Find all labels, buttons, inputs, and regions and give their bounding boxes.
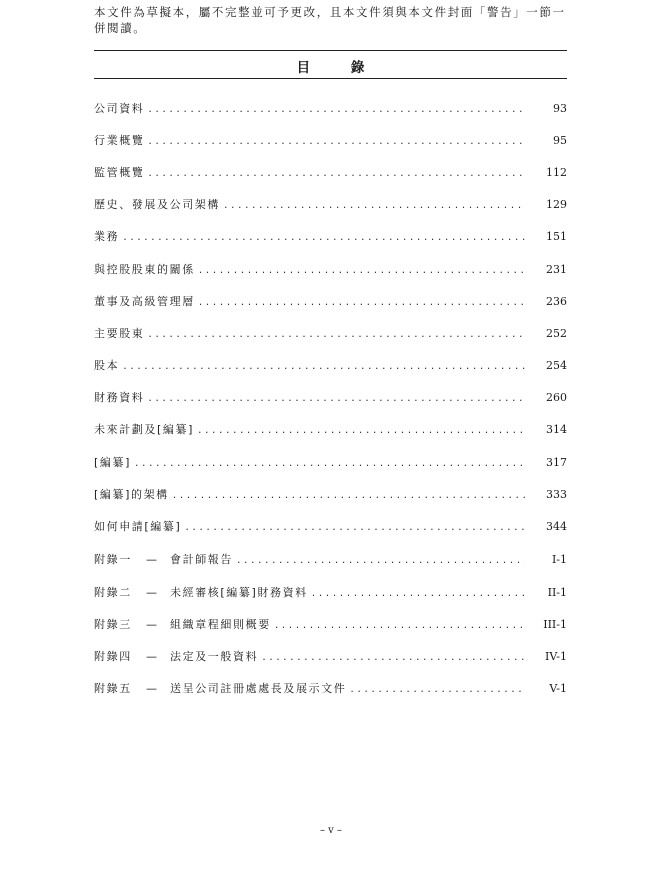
appendix-number: 附錄五 <box>94 682 132 695</box>
dot-leader <box>148 164 525 182</box>
appendix-page: V-1 <box>549 682 567 695</box>
appendix-number: 附錄三 <box>94 618 132 631</box>
dot-leader <box>173 486 525 504</box>
appendix-dash: — <box>146 682 157 695</box>
toc-entry-page: 344 <box>546 520 567 533</box>
toc-entry-page: 95 <box>553 134 567 147</box>
toc-entry-label: 主要股東 <box>94 327 145 340</box>
toc-entry-page: 231 <box>546 263 567 276</box>
toc-entry-label: 業務 <box>94 230 120 243</box>
toc-entry[interactable] <box>94 389 567 407</box>
toc-entry-page: 317 <box>546 456 567 469</box>
appendix-page: II-1 <box>547 586 567 599</box>
toc-entry[interactable] <box>94 132 567 150</box>
dot-leader <box>262 648 525 666</box>
appendix-label: 會計師報告 <box>170 553 233 566</box>
toc-entry[interactable] <box>94 486 567 504</box>
toc-entry-label: [編纂] <box>94 456 131 469</box>
toc-entry-label: 未來計劃及[編纂] <box>94 423 194 436</box>
appendix-dash: — <box>146 553 157 566</box>
appendix-label: 組織章程細則概要 <box>170 618 271 631</box>
toc-entry-page: 252 <box>546 327 567 340</box>
toc-entry-page: 112 <box>546 166 567 179</box>
toc-entry-page: 93 <box>553 102 567 115</box>
page-title: 目 錄 <box>296 60 383 76</box>
dot-leader <box>198 421 525 439</box>
dot-leader <box>148 389 525 407</box>
dot-leader <box>148 100 525 118</box>
toc-entry-label: 如何申請[編纂] <box>94 520 182 533</box>
toc-entry-page: 254 <box>546 359 567 372</box>
appendix-number: 附錄二 <box>94 586 132 599</box>
toc-entry-page: 314 <box>546 423 567 436</box>
toc-entry[interactable] <box>94 100 567 118</box>
toc-entry-label: 董事及高級管理層 <box>94 295 195 308</box>
appendix-label: 法定及一般資料 <box>170 650 259 663</box>
dot-leader <box>148 132 525 150</box>
appendix-page: IV-1 <box>545 650 567 663</box>
draft-warning: 本文件為草擬本，屬不完整並可予更改，且本文件須與本文件封面「警告」一節一 併閱讀。 <box>94 5 566 35</box>
appendix-entry[interactable] <box>94 648 567 666</box>
toc-entry-label: 股本 <box>94 359 120 372</box>
toc-entry-label: 行業概覽 <box>94 134 145 147</box>
page-footer-number: – v – <box>319 825 342 836</box>
dot-leader <box>199 261 525 279</box>
dot-leader <box>135 454 525 472</box>
dot-leader <box>123 228 525 246</box>
toc-entry[interactable] <box>94 164 567 182</box>
dot-leader <box>350 680 525 698</box>
dot-leader <box>275 616 525 634</box>
appendix-entry[interactable] <box>94 680 567 698</box>
dot-leader <box>123 357 525 375</box>
toc-entry-label: 歷史、發展及公司架構 <box>94 198 220 211</box>
appendix-dash: — <box>146 650 157 663</box>
dot-leader <box>312 584 525 602</box>
toc-entry-label: 公司資料 <box>94 102 145 115</box>
dot-leader <box>199 293 525 311</box>
toc-entry[interactable] <box>94 325 567 343</box>
toc-entry[interactable] <box>94 454 567 472</box>
toc-title-band <box>94 50 567 79</box>
toc-entry-label: 與控股股東的關係 <box>94 263 195 276</box>
toc-entry[interactable] <box>94 518 567 536</box>
toc-entry[interactable] <box>94 421 567 439</box>
appendix-entry[interactable] <box>94 584 567 602</box>
toc-entry[interactable] <box>94 293 567 311</box>
toc-entry-label: 監管概覽 <box>94 166 145 179</box>
appendix-label: 送呈公司註冊處處長及展示文件 <box>170 682 347 695</box>
toc-entry-label: 財務資料 <box>94 391 145 404</box>
appendix-label: 未經審核[編纂]財務資料 <box>170 586 308 599</box>
dot-leader <box>148 325 525 343</box>
toc-entry-page: 151 <box>546 230 567 243</box>
toc-entry[interactable] <box>94 261 567 279</box>
dot-leader <box>237 551 525 569</box>
toc-entry-page: 333 <box>546 488 567 501</box>
toc-entry-page: 236 <box>546 295 567 308</box>
dot-leader <box>224 196 525 214</box>
toc-entry[interactable] <box>94 196 567 214</box>
appendix-dash: — <box>146 618 157 631</box>
dot-leader <box>185 518 525 536</box>
appendix-number: 附錄一 <box>94 553 132 566</box>
appendix-page: I-1 <box>551 553 567 566</box>
appendix-dash: — <box>146 586 157 599</box>
toc-entry[interactable] <box>94 357 567 375</box>
appendix-page: III-1 <box>543 618 567 631</box>
appendix-number: 附錄四 <box>94 650 132 663</box>
appendix-entry[interactable] <box>94 551 567 569</box>
appendix-entry[interactable] <box>94 616 567 634</box>
toc-entry-label: [編纂]的架構 <box>94 488 169 501</box>
toc-entry[interactable] <box>94 228 567 246</box>
toc-entry-page: 260 <box>546 391 567 404</box>
toc-entry-page: 129 <box>546 198 567 211</box>
